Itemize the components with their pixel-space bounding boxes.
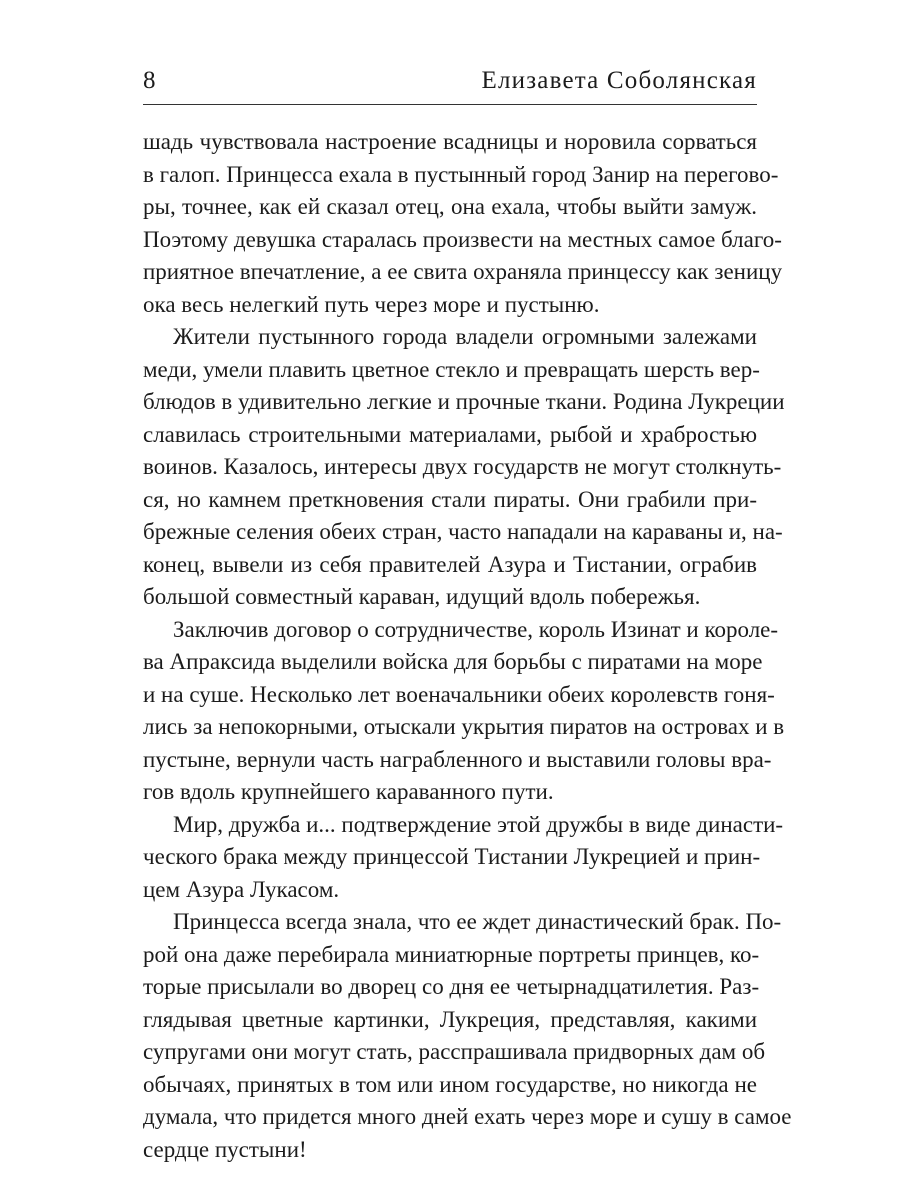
text-line: лись за непокорными, отыскали укрытия пиратов на островах и в xyxy=(143,714,785,739)
text-line: приятное впечатление, а ее свита охраняла принцессу как зеницу xyxy=(143,259,783,284)
text-line: ока весь нелегкий путь через море и пустыню. xyxy=(143,291,600,317)
text-line: супругами они могут стать, расспрашивала придворных дам об xyxy=(143,1039,766,1064)
text-line: гов вдоль крупнейшего караванного пути. xyxy=(143,779,554,804)
text-line: глядывая цветные картинки, Лукреция, представляя, какими xyxy=(143,1006,757,1032)
text-line: цем Азура Лукасом. xyxy=(143,876,340,902)
text-line: воинов. Казалось, интересы двух государств не могут столкнуть- xyxy=(143,454,782,479)
text-line: в галоп. Принцесса ехала в пустынный город Занир на перегово- xyxy=(143,161,779,187)
text-line: блюдов в удивительно легкие и прочные ткани. Родина Лукреции xyxy=(143,389,785,414)
paragraph xyxy=(143,614,785,809)
text-line: Поэтому девушка старалась произвести на местных самое благо- xyxy=(143,226,782,252)
header-divider xyxy=(143,104,757,105)
text-line: Жители пустынного города владели огромными залежами xyxy=(173,324,757,349)
text-line: меди, умели плавить цветное стекло и превращать шерсть вер- xyxy=(143,356,760,382)
text-line: ся, но камнем преткновения стали пираты. Они грабили при- xyxy=(143,486,757,512)
text-line: ва Апраксида выделили войска для борьбы с пиратами на море xyxy=(143,649,763,674)
text-line: Мир, дружба и... подтверждение этой дружбы в виде династи- xyxy=(173,811,784,837)
text-line: конец, вывели из себя правителей Азура и Тистании, ограбив xyxy=(143,551,757,577)
paragraph xyxy=(143,906,792,1166)
paragraph xyxy=(143,809,784,907)
paragraph xyxy=(143,321,785,614)
text-line: большой совместный караван, идущий вдоль побережья. xyxy=(143,584,701,609)
text-line: и на суше. Несколько лет военачальники обеих королевств гоня- xyxy=(143,681,775,707)
text-line: Заключив договор о сотрудничестве, король Изинат и короле- xyxy=(173,616,779,642)
running-header xyxy=(143,66,757,102)
text-line: думала, что придется много дней ехать через море и сушу в самое xyxy=(143,1104,792,1129)
text-line: Принцесса всегда знала, что ее ждет династический брак. По- xyxy=(173,909,782,934)
text-line: сердце пустыни! xyxy=(143,1136,307,1162)
text-line: пустыне, вернули часть награбленного и выставили головы вра- xyxy=(143,746,772,772)
page-number: 8 xyxy=(143,67,156,94)
text-line: торые присылали во дворец со дня ее четырнадцатилетия. Раз- xyxy=(143,974,760,999)
text-line: обычаях, принятых в том или ином государстве, но никогда не xyxy=(143,1071,757,1097)
text-line: ры, точнее, как ей сказал отец, она ехала, чтобы выйти замуж. xyxy=(143,194,757,219)
paragraph xyxy=(143,126,783,321)
text-line: ческого брака между принцессой Тистании Лукрецией и прин- xyxy=(143,844,761,869)
text-line: рой она даже перебирала миниатюрные портреты принцев, ко- xyxy=(143,941,760,967)
author-name: Елизавета Соболянская xyxy=(481,67,757,94)
text-line: брежные селения обеих стран, часто нападали на караваны и, на- xyxy=(143,519,783,544)
text-line: шадь чувствовала настроение всадницы и норовила сорваться xyxy=(143,129,757,154)
body-text xyxy=(143,126,792,1166)
text-line: славилась строительными материалами, рыбой и храбростью xyxy=(143,421,757,447)
